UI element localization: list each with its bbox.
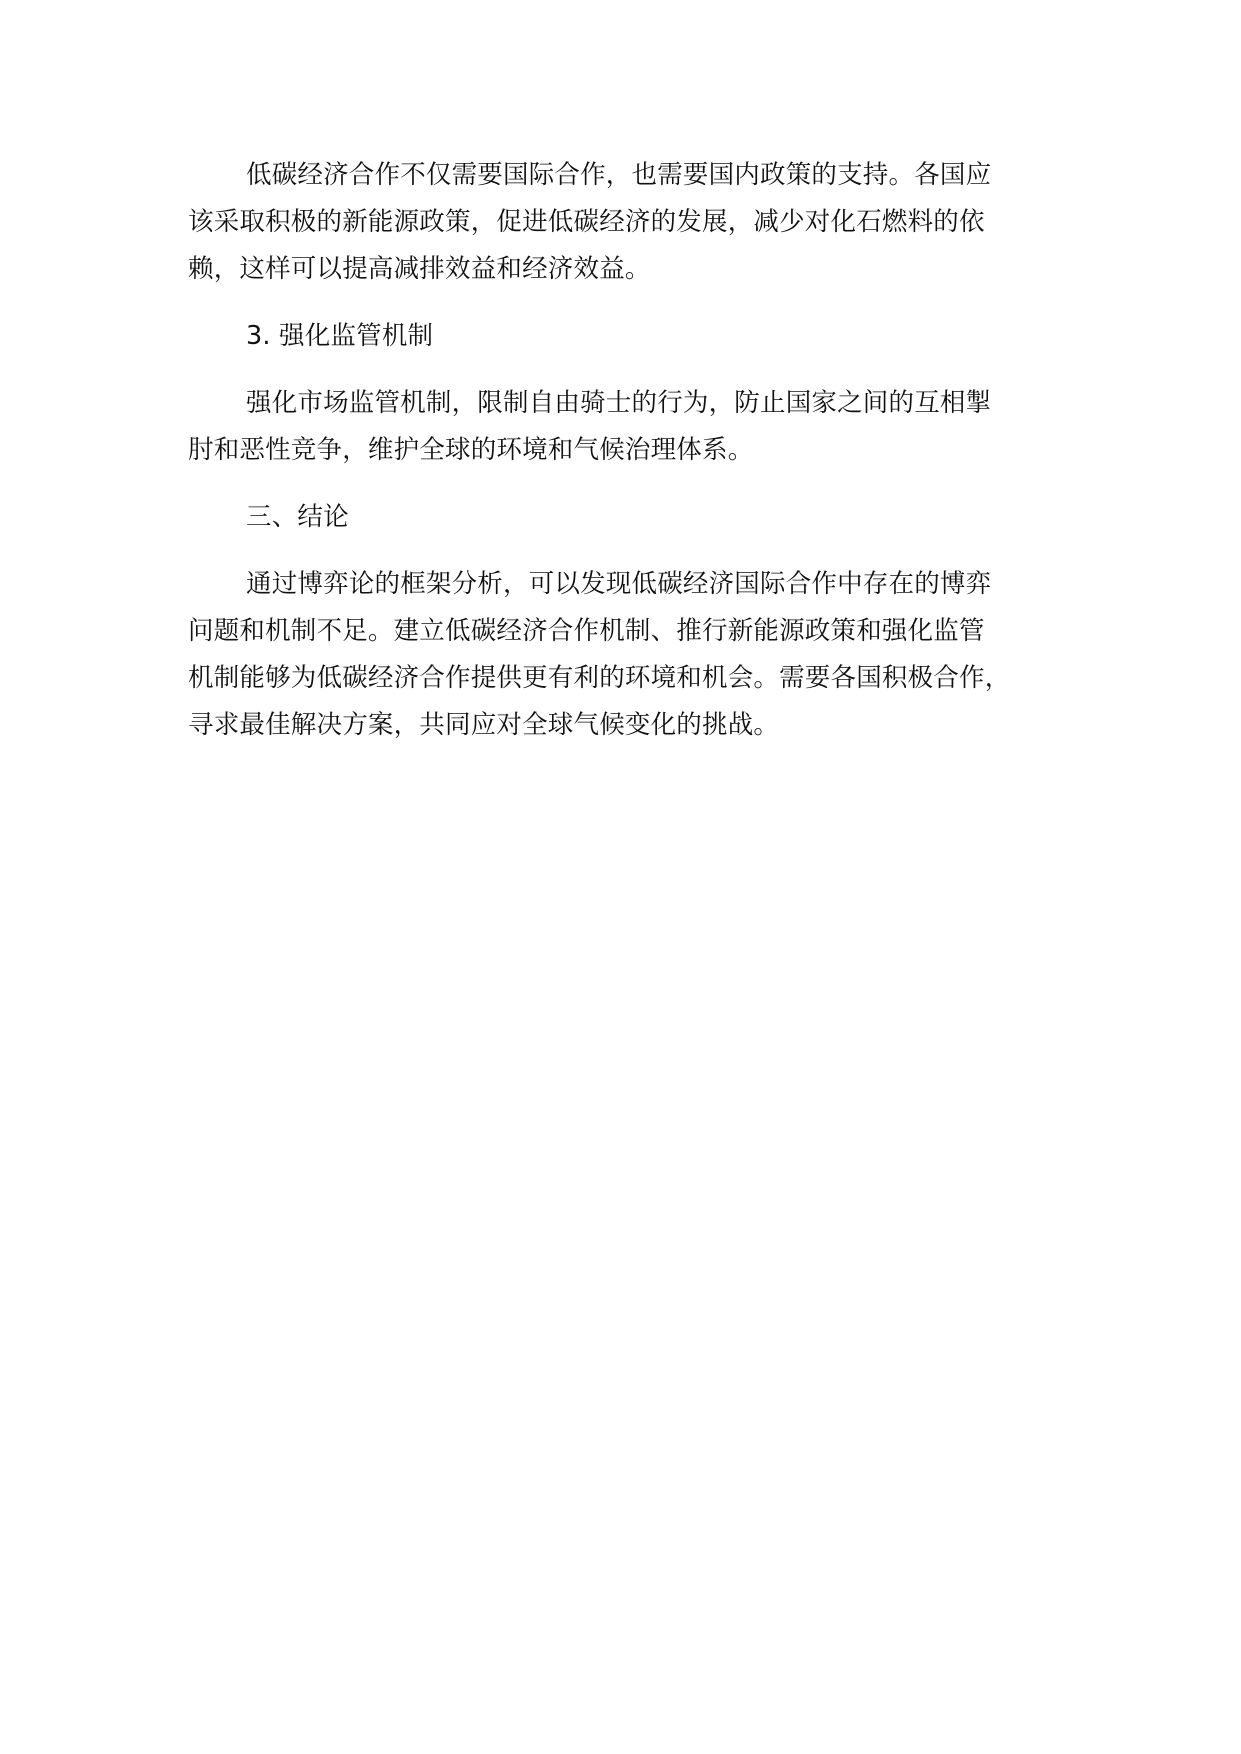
section-heading-strengthen-regulation xyxy=(188,313,1088,360)
text-line: 低碳经济合作不仅需要国际合作，也需要国内政策的支持。各国应 xyxy=(246,160,992,190)
heading-line: 三、结论 xyxy=(246,502,349,532)
text-line: 寻求最佳解决方案，共同应对全球气候变化的挑战。 xyxy=(188,710,780,740)
text-line: 强化市场监管机制，限制自由骑士的行为，防止国家之间的互相掣 xyxy=(246,388,992,418)
text-line: 机制能够为低碳经济合作提供更有利的环境和机会。需要各国积极合作， xyxy=(188,663,1011,693)
text-line: 问题和机制不足。建立低碳经济合作机制、推行新能源政策和强化监管 xyxy=(188,616,985,646)
paragraph-market-regulation xyxy=(188,380,1088,474)
text-line: 通过博弈论的框架分析，可以发现低碳经济国际合作中存在的博弈 xyxy=(246,569,992,599)
section-heading-conclusion xyxy=(188,494,1088,541)
text-line: 赖，这样可以提高减排效益和经济效益。 xyxy=(188,254,651,284)
document-body xyxy=(188,152,1088,769)
paragraph-conclusion xyxy=(188,561,1088,749)
paragraph-domestic-policy xyxy=(188,152,1088,293)
heading-line: 3. 强化监管机制 xyxy=(246,321,434,351)
text-line: 肘和恶性竞争，维护全球的环境和气候治理体系。 xyxy=(188,435,754,465)
text-line: 该采取积极的新能源政策，促进低碳经济的发展，减少对化石燃料的依 xyxy=(188,207,985,237)
